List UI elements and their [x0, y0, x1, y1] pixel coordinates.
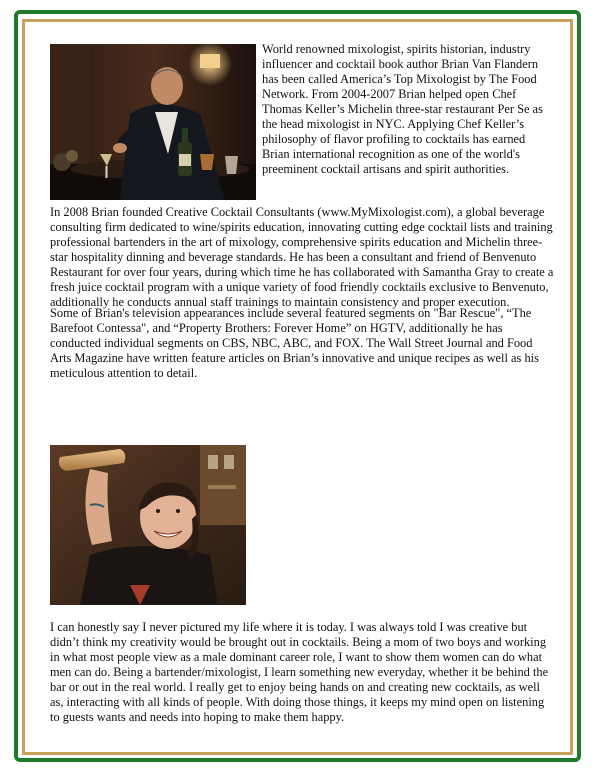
- media-paragraph: Some of Brian's television appearances include several featured segments on "Bar Rescue", “The Barefoot Contessa", and “Property Brothers: Forever Home” on HGTV, additionally he has conducted individual segments on CBS, NBC, ABC, and FOX. The Wall Street Journal and Food Arts Magazine have written feature articles on Brian’s innovative and unique recipes as well as his meticulous attention to detail.: [50, 306, 539, 380]
- intro-paragraph: World renowned mixologist, spirits historian, industry influencer and cocktail book author Brian Van Flandern has been called America’s Top Mixologist by The Food Network. From 2004-2007 Brian helped open Chef Thomas Keller’s Michelin three-star restaurant Per Se as the head mixologist in NYC. Applying Chef Keller’s philosophy of flavor profiling to cocktails has earned Brian international recognition as one of the world's preeminent cocktail artisans and spirit authorities.: [262, 42, 543, 176]
- samantha-paragraph: I can honestly say I never pictured my life where it is today. I was always told I was creative but didn’t think my creativity would be brought out in cocktails. Being a mom of two boys and working in what most people view as a male dominant career role, I want to show them women can do what men can do. Being a bartender/mixologist, I learn something new everyday, whether it be behind the bar or out in the real world. I really get to enjoy being hands on and creating new cocktails, as well as, interacting with all kinds of people. With doing those things, it keeps my mind open on listening to guests wants and needs into hoping to make them happy.: [50, 620, 549, 724]
- bartender-photo: [50, 445, 246, 605]
- mixologist-photo: [50, 44, 256, 200]
- career-paragraph: In 2008 Brian founded Creative Cocktail Consultants (www.MyMixologist.com), a global beverage consulting firm dedicated to wine/spirits education, innovating cutting edge cocktail lists and training professional bartenders in the art of mixology, comprehensive spirits education and Michelin three-star hospitality dinning and beverage standards. He has been a consultant and friend of Benvenuto Restaurant for over four years, during which time he has collaborated with Samantha Gray to create a fresh juice cocktail program with a unique variety of food friendly cocktails exclusive to Benvenuto, additionally he conducts annual staff trainings to maintain consistency and proper execution.: [50, 205, 554, 309]
